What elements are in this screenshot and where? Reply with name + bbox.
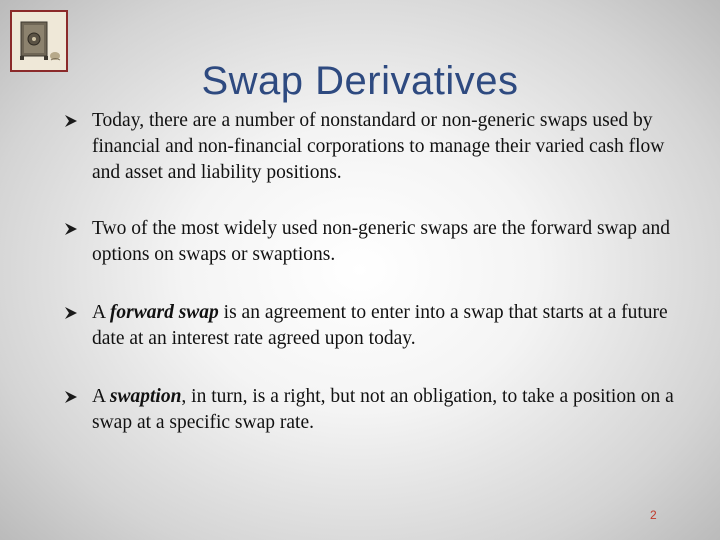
arrow-bullet-icon — [64, 306, 78, 320]
arrow-bullet-icon — [64, 114, 78, 128]
page-number: 2 — [650, 508, 657, 522]
bullet-lead: A — [92, 302, 110, 323]
bullet-text: Two of the most widely used non-generic swaps are the forward swap and options on swaps or swaptions. — [92, 218, 671, 265]
bullet-item — [64, 108, 684, 186]
bullet-rest: , in turn, is a right, but not an obligation, to take a position on a swap at a specific swap rate. — [92, 386, 674, 433]
arrow-bullet-icon — [64, 222, 78, 236]
bullet-list — [64, 108, 684, 436]
term-swaption: swaption — [109, 386, 182, 407]
bullet-item — [64, 384, 684, 436]
bullet-lead: A — [92, 386, 110, 407]
slide-title: Swap Derivatives — [201, 58, 519, 103]
arrow-bullet-icon — [64, 390, 78, 404]
bullet-item — [64, 300, 684, 352]
bullet-text: Today, there are a number of nonstandard or non-generic swaps used by financial and non-financial corporations to manage their varied cash flow and asset and liability positions. — [92, 110, 665, 183]
term-forward-swap: forward swap — [109, 302, 219, 323]
bullet-rest: is an agreement to enter into a swap that starts at a future date at an interest rate agreed upon today. — [92, 302, 668, 349]
bullet-item — [64, 216, 684, 268]
